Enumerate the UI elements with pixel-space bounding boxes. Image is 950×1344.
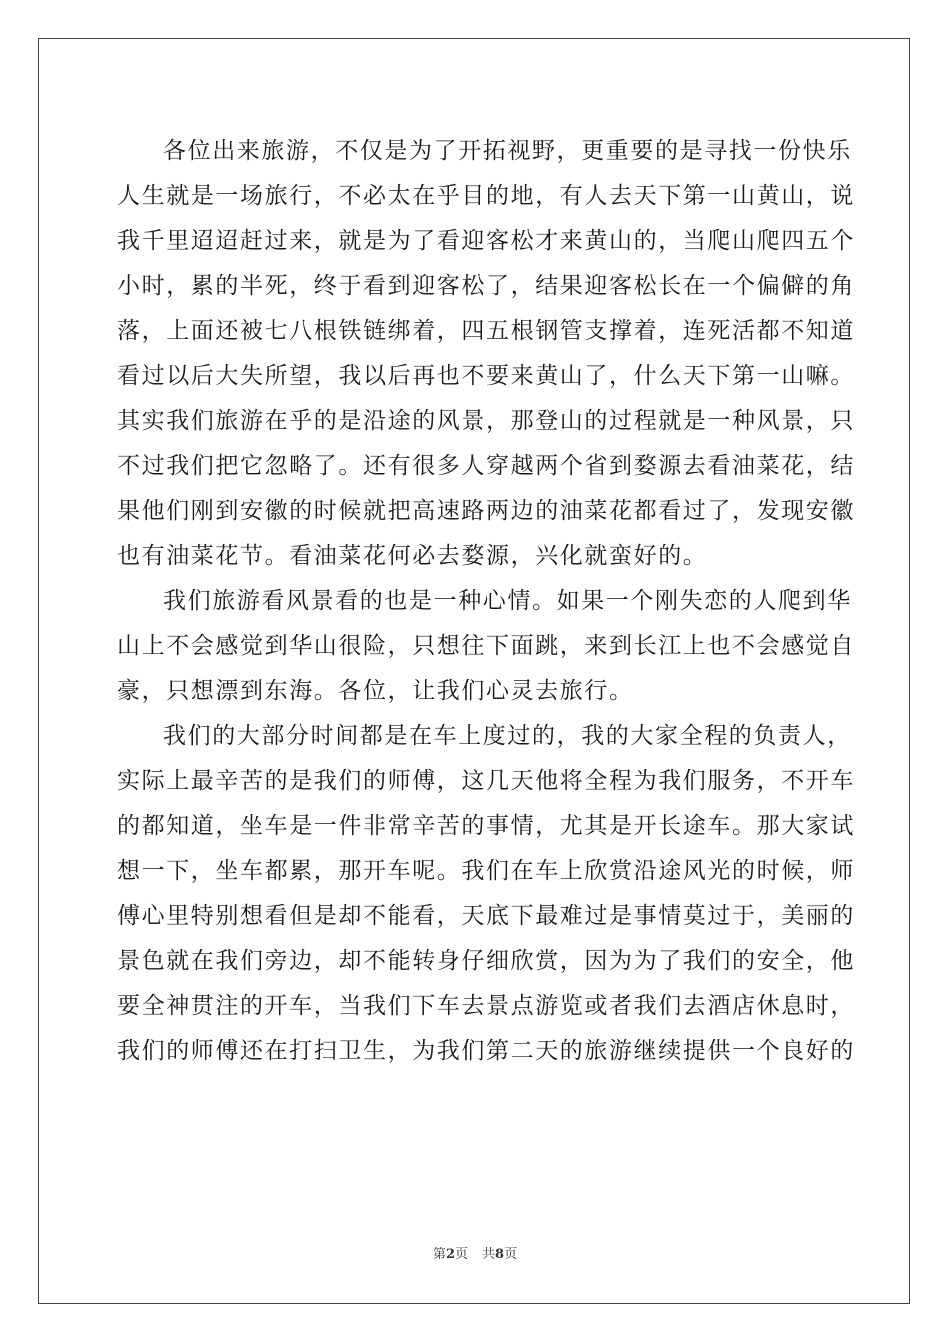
total-suffix: 页 xyxy=(504,1247,518,1262)
text-line: 不过我们把它忽略了。还有很多人穿越两个省到婺源去看油菜花，结 xyxy=(117,453,855,479)
text-line: 豪，只想漂到东海。各位，让我们心灵去旅行。 xyxy=(117,678,634,704)
document-body xyxy=(117,129,855,1074)
text-line: 傅心里特别想看但是却不能看，天底下最难过是事情莫过于，美丽的 xyxy=(117,903,855,929)
text-line: 山上不会感觉到华山很险，只想往下面跳，来到长江上也不会感觉自 xyxy=(117,633,855,659)
text-line: 果他们刚到安徽的时候就把高速路两边的油菜花都看过了，发现安徽 xyxy=(117,498,855,524)
page-prefix: 第 xyxy=(432,1247,446,1262)
page-number-footer xyxy=(0,1246,950,1264)
page-suffix: 页 xyxy=(454,1247,468,1262)
text-line: 也有油菜花节。看油菜花何必去婺源，兴化就蛮好的。 xyxy=(117,543,708,569)
text-line: 我们旅游看风景看的也是一种心情。如果一个刚失恋的人爬到华 xyxy=(163,588,852,614)
text-line: 人生就是一场旅行，不必太在乎目的地，有人去天下第一山黄山，说 xyxy=(117,183,855,209)
total-page-count: 8 xyxy=(495,1247,505,1262)
current-page-number: 2 xyxy=(445,1247,455,1262)
text-line: 实际上最辛苦的是我们的师傅，这几天他将全程为我们服务，不开车 xyxy=(117,768,855,794)
text-line: 其实我们旅游在乎的是沿途的风景，那登山的过程就是一种风景，只 xyxy=(117,408,855,434)
text-line: 我们的师傅还在打扫卫生，为我们第二天的旅游继续提供一个良好的 xyxy=(117,1038,855,1064)
text-line: 小时，累的半死，终于看到迎客松了，结果迎客松长在一个偏僻的角 xyxy=(117,273,855,299)
text-line: 要全神贯注的开车，当我们下车去景点游览或者我们去酒店休息时， xyxy=(117,993,855,1019)
text-line: 景色就在我们旁边，却不能转身仔细欣赏，因为为了我们的安全，他 xyxy=(117,948,855,974)
text-line: 落，上面还被七八根铁链绑着，四五根钢管支撑着，连死活都不知道 xyxy=(117,318,855,344)
text-line: 我们的大部分时间都是在车上度过的，我的大家全程的负责人， xyxy=(163,723,852,749)
text-line: 我千里迢迢赶过来，就是为了看迎客松才来黄山的，当爬山爬四五个 xyxy=(117,228,855,254)
text-line: 看过以后大失所望，我以后再也不要来黄山了，什么天下第一山嘛。 xyxy=(117,363,855,389)
text-line: 想一下，坐车都累，那开车呢。我们在车上欣赏沿途风光的时候，师 xyxy=(117,858,855,884)
text-line: 的都知道，坐车是一件非常辛苦的事情，尤其是开长途车。那大家试 xyxy=(117,813,855,839)
text-line: 各位出来旅游，不仅是为了开拓视野，更重要的是寻找一份快乐 xyxy=(163,138,852,164)
total-prefix: 共 xyxy=(482,1247,496,1262)
